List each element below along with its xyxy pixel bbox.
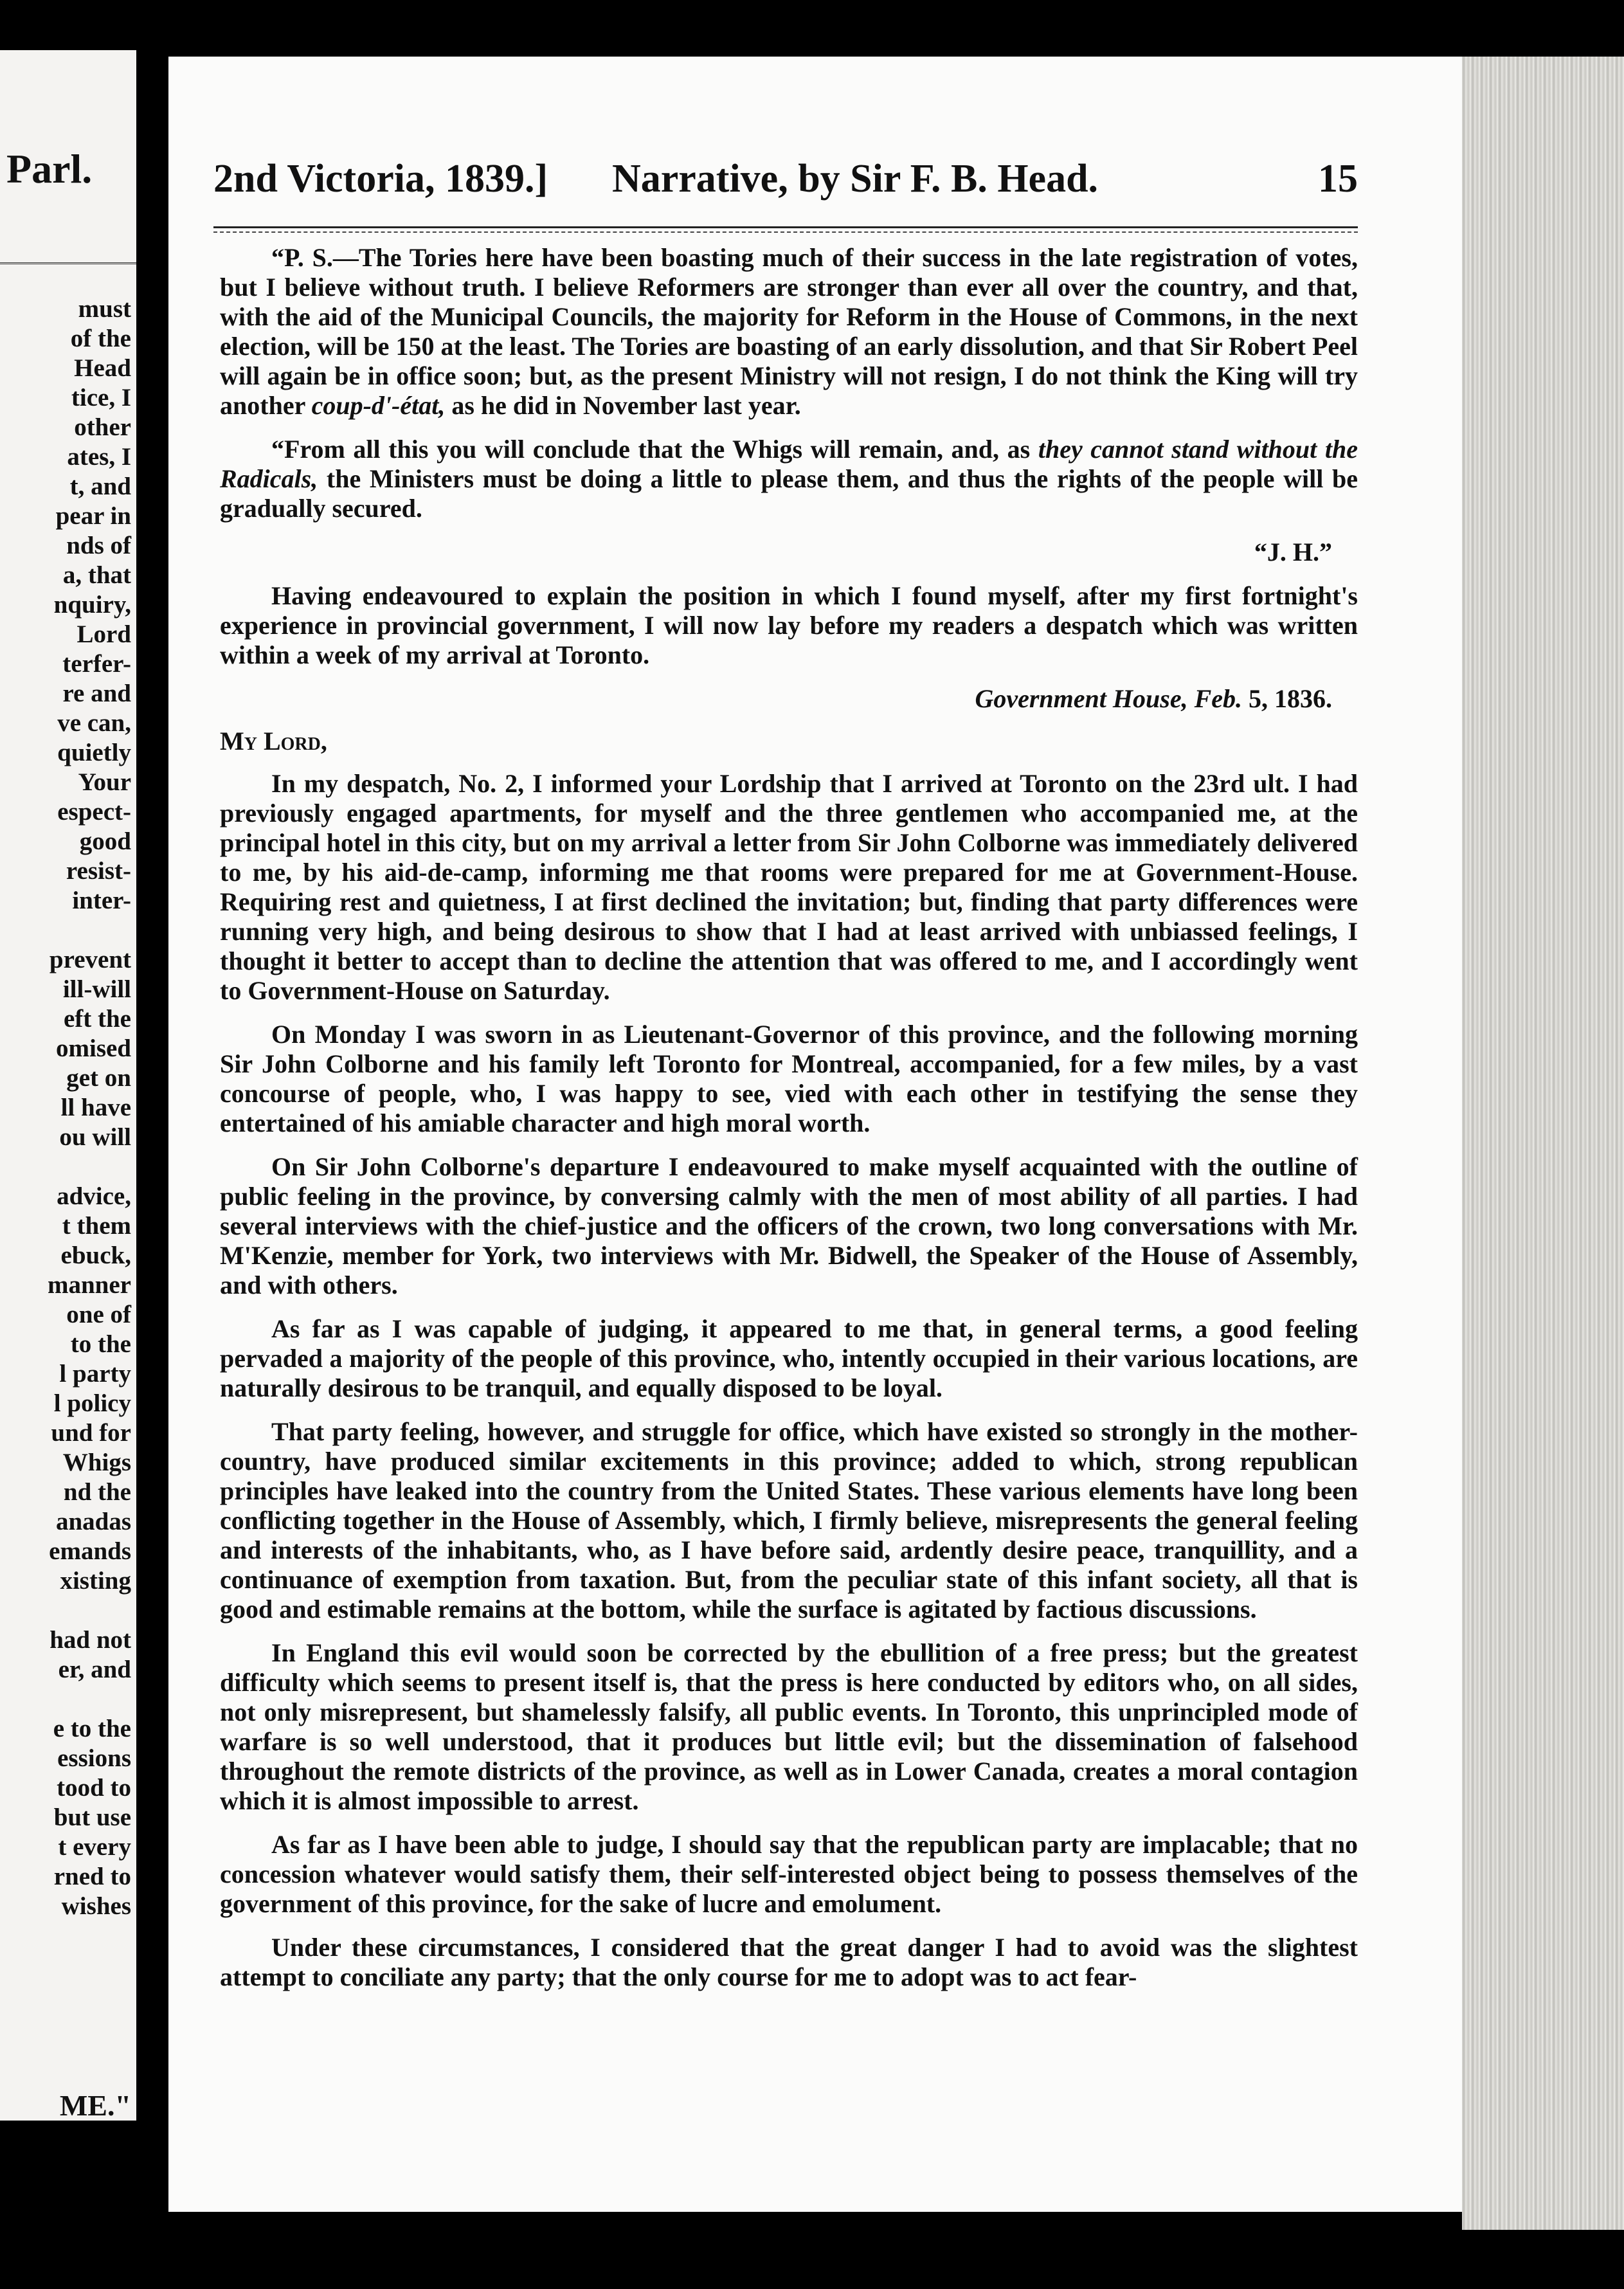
running-header [213, 147, 1358, 211]
left-page-line: ates, I [67, 443, 131, 471]
page-body [220, 243, 1358, 2006]
left-page-line: Lord [77, 620, 131, 648]
left-page-line: re and [62, 680, 131, 707]
left-page-line: terfer- [62, 650, 131, 678]
left-page-line: quietly [57, 739, 131, 766]
ps-paragraph: “P. S.—The Tories here have been boasting much of their success in the late registration of votes, but I believe without truth. I believe Reformers are stronger than ever all over the country, and that, with the aid of the Municipal Councils, the majority for Reform in the House of Commons, in the next election, will be 150 at the least. The Tories are boasting of an early dissolution, and that Sir Robert Peel will again be in office soon; but, as the present Ministry will not resign, I do not think the King will try another coup-d'-état, as he did in November last year. [220, 243, 1358, 420]
dateline: Government House, Feb. 5, 1836. [975, 684, 1332, 713]
left-page-line [48, 916, 131, 945]
left-page-line: ll have [60, 1094, 131, 1121]
left-page-line: to the [70, 1330, 131, 1358]
left-facing-page [0, 50, 136, 2121]
left-page-line: resist- [66, 857, 131, 885]
left-page-line: rned to [53, 1863, 131, 1890]
header-reign-year: 2nd Victoria, 1839.] [213, 157, 548, 201]
left-page-line: er, and [58, 1656, 131, 1683]
header-title: Narrative, by Sir F. B. Head. [612, 157, 1099, 201]
left-page-line: get on [66, 1064, 131, 1092]
left-page-line: of the [70, 325, 131, 352]
left-page-line: t every [58, 1833, 131, 1861]
despatch-paragraph: As far as I was capable of judging, it appeared to me that, in general terms, a good feeling pervaded a majority of the people of this province, who, intently occupied in their various locations, are naturally desirous to be tranquil, and equally disposed to be loyal. [220, 1314, 1358, 1402]
left-page-line: ill-will [62, 975, 131, 1003]
left-page-line [48, 1596, 131, 1625]
left-page-line: ve can, [57, 709, 131, 737]
despatch-paragraph: In my despatch, No. 2, I informed your Lordship that I arrived at Toronto on the 23rd ult. I had previously engaged apartments, for myself and the three gentlemen who accompanied me, at the principal hotel in this city, but on my arrival a letter from Sir John Colborne was immediately delivered to me, by his aid-de-camp, informing me that rooms were prepared for me at Government-House. Requiring rest and quietness, I at first declined the invitation; but, finding that party differences were running very high, and being desirous to show that I had at least arrived with unbiassed feelings, I thought it better to accept than to decline the attention that was offered to me, and I accordingly went to Government-House on Saturday. [220, 769, 1358, 1005]
left-page-line: a, that [62, 561, 131, 589]
left-page-line: omised [56, 1035, 131, 1062]
left-page-line [48, 1685, 131, 1714]
salutation: My Lord, [220, 727, 327, 755]
left-page-line [48, 1152, 131, 1182]
intro-paragraph: Having endeavoured to explain the position in which I found myself, after my first fortnight's experience in provincial government, I will now lay before my readers a despatch which was written within a week of my arrival at Toronto. [220, 581, 1358, 669]
left-page-line: good [79, 828, 131, 855]
left-page-line: l policy [53, 1389, 131, 1417]
left-page-line: emands [49, 1537, 131, 1565]
left-page-line: Head [74, 354, 131, 382]
despatch-paragraph: Under these circumstances, I considered that the great danger I had to avoid was the slightest attempt to conciliate any party; that the only course for me to adopt was to act fear- [220, 1933, 1358, 1991]
left-page-line: ebuck, [60, 1242, 131, 1269]
left-page-line: advice, [57, 1182, 131, 1210]
despatch-paragraph: In England this evil would soon be corrected by the ebullition of a free press; but the greatest difficulty which seems to present itself is, that the press is here conducted by editors who, on all sides, not only misrepresent, but shamelessly falsify, all public events. In Toronto, this unprincipled mode of warfare is so well understood, that it produces but little evil; but the dissemination of falsehood throughout the remote districts of the province, as well as in Lower Canada, creates a moral contagion which it is almost impossible to arrest. [220, 1638, 1358, 1815]
left-page-line: tice, I [71, 384, 131, 412]
left-page-rule [0, 262, 136, 264]
left-page-line: nquiry, [53, 591, 131, 619]
left-page-line: pear in [55, 502, 131, 530]
left-page-line-fragments [48, 294, 131, 1921]
despatch-paragraph: As far as I have been able to judge, I should say that the republican party are implacable; that no concession whatever would satisfy them, their self-interested object being to possess themselves of the government of this province, for the sake of lucre and emolument. [220, 1830, 1358, 1918]
left-page-header: Parl. [6, 146, 93, 192]
left-page-line: t them [62, 1212, 131, 1240]
despatch-paragraph: That party feeling, however, and struggle for office, which have existed so strongly in the mother-country, have produced similar excitements in this province; added to which, strong republican principles have leaked into the country from the United States. These various elements have long been conflicting together in the House of Assembly, which, I firmly believe, misrepresents the general feeling and interests of the inhabitants, who, as I have before said, ardently desire peace, tranquillity, and a continuance of exemption from taxation. But, from the peculiar state of this infant society, all that is good and estimable remains at the bottom, while the surface is agitated by factious discussions. [220, 1417, 1358, 1624]
left-page-line: Your [78, 768, 131, 796]
left-page-line: anadas [55, 1508, 131, 1535]
left-page-line: essions [57, 1744, 131, 1772]
left-page-line: e to the [53, 1715, 131, 1742]
left-page-line: eft the [63, 1005, 131, 1033]
left-page-line: tood to [57, 1774, 131, 1802]
ps-signature: “J. H.” [1254, 538, 1332, 566]
left-page-line: manner [48, 1271, 131, 1299]
despatch-paragraph: On Sir John Colborne's departure I endeavoured to make myself acquainted with the outline of public feeling in the province, by conversing calmly with the men of most ability of all parties. I had several interviews with the chief-justice and the officers of the crown, two long conversations with Mr. M'Kenzie, member for York, two interviews with Mr. Bidwell, the Speaker of the House of Assembly, and with others. [220, 1152, 1358, 1299]
left-page-footer: ME." [59, 2089, 131, 2121]
left-page-line: one of [66, 1301, 131, 1328]
ps-conclusion-paragraph: “From all this you will conclude that the Whigs will remain, and, as they cannot stand without the Radicals, the Ministers must be doing a little to please them, and thus the rights of the people will be gradually secured. [220, 435, 1358, 523]
left-page-line: ou will [59, 1123, 131, 1151]
left-page-line: nds of [66, 532, 131, 559]
left-page-line: must [78, 295, 131, 323]
left-page-line: other [74, 413, 131, 441]
despatch-paragraph: On Monday I was sworn in as Lieutenant-Governor of this province, and the following morning Sir John Colborne and his family left Toronto for Montreal, accompanied, for a few miles, by a vast concourse of people, who, I was happy to see, vied with each other in testifying the sense they entertained of his amiable character and high moral worth. [220, 1020, 1358, 1137]
left-page-line: had not [50, 1626, 131, 1654]
left-page-line: xisting [60, 1567, 131, 1595]
left-page-line: Whigs [62, 1449, 131, 1476]
page-edge-stack [1462, 57, 1624, 2230]
left-page-line: inter- [72, 887, 131, 914]
book-page [168, 57, 1462, 2212]
left-page-line: but use [53, 1804, 131, 1831]
left-page-line: prevent [49, 946, 131, 973]
header-rule [213, 226, 1358, 233]
left-page-line: nd the [63, 1478, 131, 1506]
left-page-line: wishes [61, 1892, 131, 1920]
left-page-line: und for [51, 1419, 131, 1447]
page-number: 15 [1318, 157, 1358, 201]
left-page-line: l party [59, 1360, 131, 1388]
left-page-line: espect- [57, 798, 131, 826]
left-page-line: t, and [69, 473, 131, 500]
